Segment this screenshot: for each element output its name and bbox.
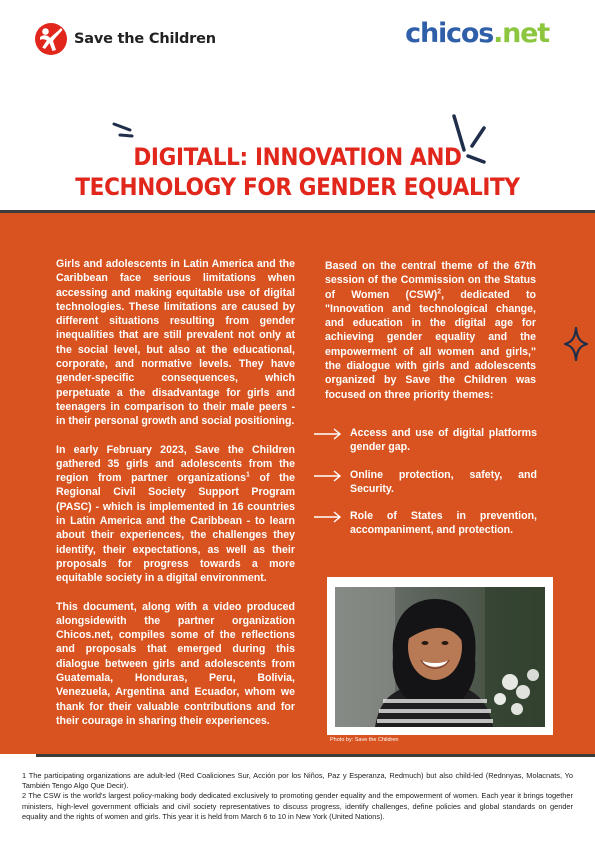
footnote-1: 1 The participating organizations are adult-led (Red Coaliciones Sur, Acción por los Niños, Paz y Esperanza, Redmuch) but also child-led (Rednnyas, Molacnats, Yo También Tengo Algo Que Decir). <box>22 771 573 791</box>
save-the-children-emblem-icon <box>34 22 68 56</box>
document-paragraph: This document, along with a video produced alongsidewith the partner organization Chicos.net, compiles some of the reflections and proposals that emerged during this dialogue between girls and adolescents from Guatemala, Honduras, Peru, Bolivia, Venezuela, Argentina and Ecuador, whom we thank for their valuable contributions and for their courage in sharing their experiences. <box>56 600 295 727</box>
intro-paragraph: Girls and adolescents in Latin America and the Caribbean face serious limitations when accessing and making equitable use of digital technologies. These limitations are caused by different situations resulting from gender inequalities that are still prevalent not only at the social level, but also at the educational, corporate, and normative levels. They have gender-specific consequences, which perpetuate a the disadvantage for girls and teenagers in comparison to their male peers - in their personal growth and social positioning. <box>56 258 295 428</box>
decorative-strokes-left-icon <box>110 120 136 142</box>
photo-credit: Photo by: Save the Children <box>330 737 399 743</box>
theme-text: Role of States in prevention, accompaniment, and protection. <box>350 510 537 537</box>
list-item <box>313 468 537 497</box>
photo-frame <box>327 577 553 735</box>
footnotes <box>22 771 573 822</box>
event-paragraph-part-1: In early February 2023, Save the Children gathered 35 girls and adolescents from the region from partner organizations <box>56 443 295 485</box>
sparkle-icon <box>563 326 589 362</box>
arrow-right-icon <box>313 427 343 441</box>
panel-top-divider <box>0 210 595 213</box>
dot-net-wordmark: .net <box>493 18 549 49</box>
footnote-2: 2 The CSW is the world's largest policy-making body dedicated exclusively to promoting gender equality and the empowerment of women. Each year it brings together ministers, high-level government officials and civil society representatives to discuss progress, identify challenges, define policies and global standards on gender equality and the rights of women and girls. This year it is held from March 6 to 10 in New York (United Nations). <box>22 791 573 821</box>
footnote-ref-1: 1 <box>246 471 250 479</box>
csw-paragraph-part-2: , dedicated to "Innovation and technological change, and education in the digital age for achieving gender equality and the empowerment of all women and girls," the dialogue with girls and adolescents organized by Save the Children was focused on three priority themes: <box>325 288 536 401</box>
priority-themes-list <box>313 426 537 551</box>
arrow-right-icon <box>313 469 343 483</box>
left-text-column <box>56 257 295 742</box>
theme-text: Access and use of digital platforms gender gap. <box>350 427 537 454</box>
panel-bottom-divider <box>36 754 595 757</box>
save-the-children-wordmark: Save the Children <box>74 31 216 47</box>
chicos-wordmark: chicos <box>405 18 494 49</box>
page-title-line-1: DIGITALL: INNOVATION AND <box>133 143 462 171</box>
right-text-column <box>325 259 536 416</box>
arrow-right-icon <box>313 510 343 524</box>
save-the-children-logo <box>34 22 216 56</box>
event-paragraph <box>56 443 295 586</box>
csw-paragraph <box>325 259 536 402</box>
chicos-net-logo <box>405 18 549 49</box>
list-item <box>313 509 537 538</box>
footnote-ref-2: 2 <box>437 288 442 296</box>
page-title-line-2: TECHNOLOGY FOR GENDER EQUALITY <box>75 173 520 201</box>
girl-portrait-photo <box>335 587 545 727</box>
csw-paragraph-part-1: Based on the central theme of the 67th session of the Commission on the Status of Women (CSW) <box>325 260 536 301</box>
list-item <box>313 426 537 455</box>
page-title <box>30 142 566 202</box>
event-paragraph-part-2: of the Regional Civil Society Support Program (PASC) - which is implemented in 16 countries in Latin America and the Caribbean - to learn about their experiences, the challenges they identify, their expectations, as well as their proposals for progress towards a more equitable society in a digital environment. <box>56 472 295 585</box>
theme-text: Online protection, safety, and Security. <box>350 468 537 495</box>
